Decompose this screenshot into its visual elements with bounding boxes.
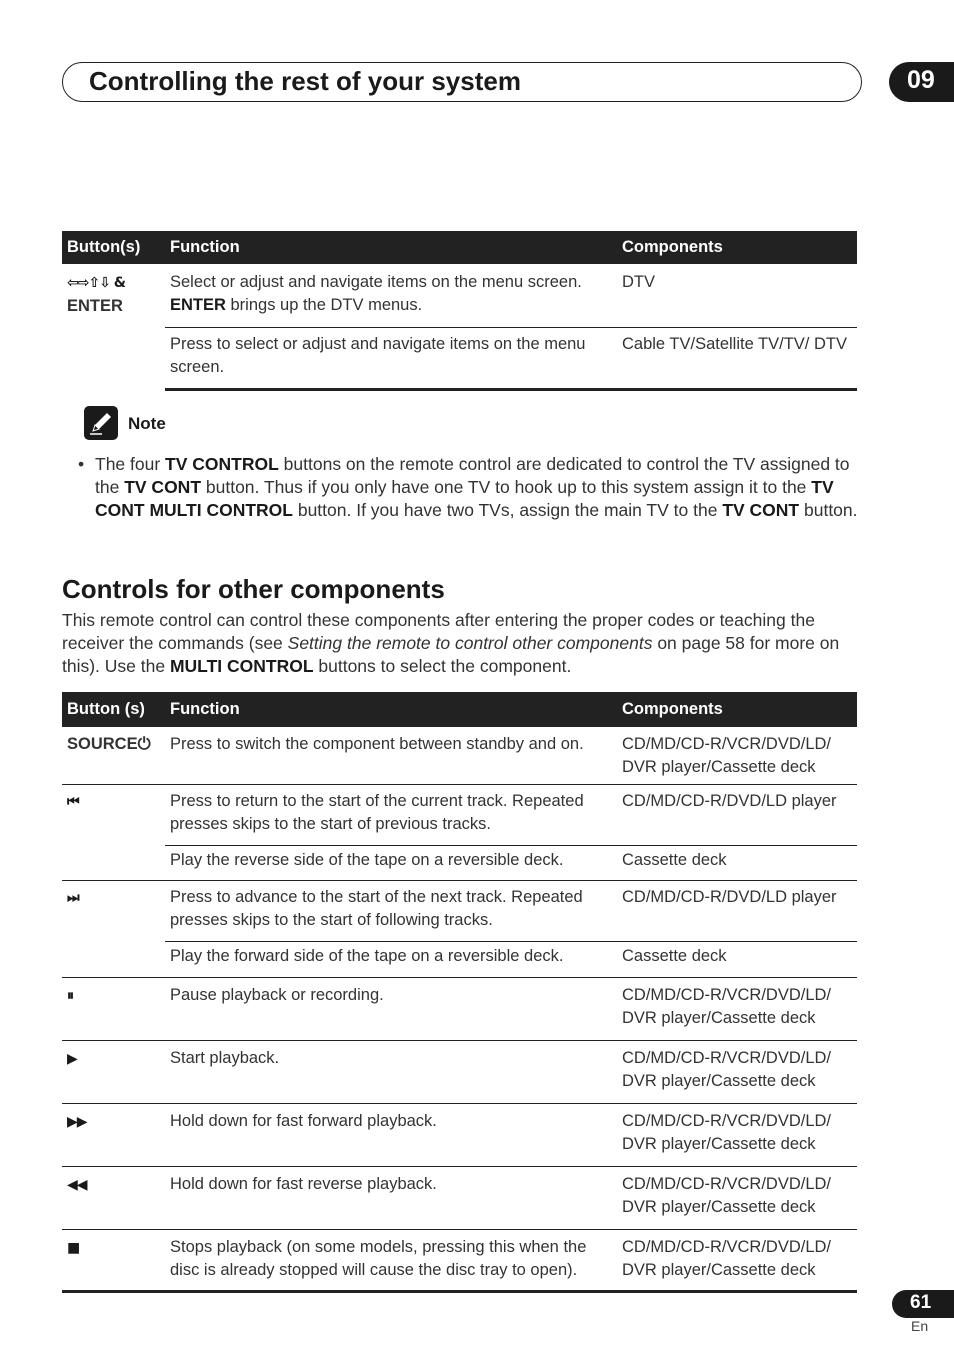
note-bold: TV CONT (722, 500, 800, 520)
note-text: The four (95, 454, 166, 474)
arrow-buttons-icon: ⇦⇨⇧⇩ & (67, 275, 126, 291)
stop-icon: ■ (67, 1240, 80, 1256)
table-row (62, 1230, 857, 1292)
button-cell (62, 785, 165, 881)
components-cell: CD/MD/CD-R/DVD/LD player (617, 785, 857, 846)
function-cell: Play the reverse side of the tape on a reversible deck. (165, 846, 617, 881)
pause-icon: ⏸ (67, 988, 73, 1004)
table-row (62, 846, 857, 881)
other-components-table (62, 692, 857, 1293)
button-cell (62, 1167, 165, 1230)
col-header-buttons: Button (s) (62, 692, 165, 727)
components-cell: Cassette deck (617, 846, 857, 881)
function-cell: Hold down for fast forward playback. (165, 1104, 617, 1167)
button-cell (62, 1104, 165, 1167)
intro-bold: MULTI CONTROL (169, 656, 314, 676)
table-row (62, 881, 857, 942)
intro-text: This remote control can control these components after entering the proper codes or teaching the receiver the commands (see (62, 610, 815, 653)
table-row (62, 727, 857, 785)
col-header-function: Function (165, 692, 617, 727)
function-text: brings up the DTV menus. (225, 296, 423, 314)
page-number-badge: 61 (892, 1290, 954, 1318)
section-intro (62, 609, 862, 678)
function-cell: Pause playback or recording. (165, 978, 617, 1041)
function-bold: ENTER (170, 296, 226, 314)
page-title: Controlling the rest of your system (89, 66, 521, 96)
intro-italic: Setting the remote to control other components (287, 633, 653, 653)
note-text: button. Thus if you only have one TV to hook up to this system assign it to the (201, 477, 812, 497)
note-text: button. If you have two TVs, assign the main TV to the (292, 500, 723, 520)
col-header-components: Components (617, 692, 857, 727)
table-header-row (62, 692, 857, 727)
function-cell: Press to select or adjust and navigate items on the menu screen. (165, 328, 617, 390)
table-header-row (62, 231, 857, 264)
col-header-buttons: Button(s) (62, 231, 165, 264)
table-row (62, 264, 857, 328)
components-cell: CD/MD/CD-R/VCR/DVD/LD/ DVR player/Cassette deck (617, 1041, 857, 1104)
components-cell: CD/MD/CD-R/VCR/DVD/LD/ DVR player/Cassette deck (617, 978, 857, 1041)
button-cell (62, 264, 165, 390)
note-text: button. (799, 500, 858, 520)
button-cell (62, 1041, 165, 1104)
function-cell (165, 264, 617, 328)
note-bold: TV CONTROL (165, 454, 279, 474)
button-cell: SOURCE⏻ (67, 735, 151, 753)
skip-back-icon: ⏮ (67, 794, 79, 810)
note-text: buttons on the remote control are dedicated to control the TV assigned to the (95, 454, 850, 497)
function-cell: Start playback. (165, 1041, 617, 1104)
table-row (62, 1167, 857, 1230)
pencil-note-icon (84, 406, 118, 440)
function-cell: Press to return to the start of the current track. Repeated presses skips to the start of previous tracks. (165, 785, 617, 846)
function-cell: Press to switch the component between standby and on. (170, 735, 584, 753)
col-header-function: Function (165, 231, 617, 264)
button-cell (62, 978, 165, 1041)
table-row (62, 978, 857, 1041)
table-row (62, 1104, 857, 1167)
function-cell: Press to advance to the start of the next track. Repeated presses skips to the start of following tracks. (165, 881, 617, 942)
components-cell: CD/MD/CD-R/VCR/DVD/LD/ DVR player/Cassette deck (617, 1230, 857, 1292)
function-cell: Play the forward side of the tape on a reversible deck. (165, 942, 617, 978)
table-row (62, 1041, 857, 1104)
button-cell (62, 881, 165, 978)
play-icon: ▶ (67, 1051, 77, 1067)
note-bold: TV CONT MULTI CONTROL (95, 477, 834, 520)
button-cell (62, 1230, 165, 1292)
components-cell: CD/MD/CD-R/DVD/LD player (617, 881, 857, 942)
function-cell: Stops playback (on some models, pressing this when the disc is already stopped will cause the disc tray to open). (165, 1230, 617, 1292)
function-cell: Hold down for fast reverse playback. (165, 1167, 617, 1230)
section-title: Controls for other components (62, 574, 445, 604)
table-row (62, 785, 857, 846)
chapter-header (62, 62, 862, 102)
note-paragraph (78, 453, 858, 522)
components-cell: CD/MD/CD-R/VCR/DVD/LD/ DVR player/Cassette deck (617, 1167, 857, 1230)
table-row (62, 942, 857, 978)
components-cell: Cassette deck (617, 942, 857, 978)
language-label: En (911, 1318, 929, 1334)
components-cell: CD/MD/CD-R/VCR/DVD/LD/ DVR player/Cassette deck (622, 735, 832, 776)
enter-button-label: ENTER (67, 297, 123, 315)
fast-forward-icon: ▶▶ (67, 1114, 87, 1130)
components-cell: DTV (622, 273, 655, 291)
rewind-icon: ◀◀ (67, 1177, 87, 1193)
note-bold: TV CONT (124, 477, 202, 497)
col-header-components: Components (617, 231, 857, 264)
function-text: Select or adjust and navigate items on the menu screen. (170, 273, 582, 291)
components-cell: Cable TV/Satellite TV/TV/ DTV (617, 328, 857, 390)
table-row (62, 328, 857, 390)
skip-forward-icon: ⏭ (67, 890, 79, 906)
note-label: Note (128, 414, 166, 433)
intro-text: buttons to select the component. (313, 656, 572, 676)
components-cell: CD/MD/CD-R/VCR/DVD/LD/ DVR player/Cassette deck (617, 1104, 857, 1167)
tv-control-table (62, 231, 857, 391)
bullet-icon: • (78, 454, 85, 474)
intro-text: on page 58 for more on this). Use the (62, 633, 840, 676)
chapter-number-badge: 09 (889, 62, 954, 102)
